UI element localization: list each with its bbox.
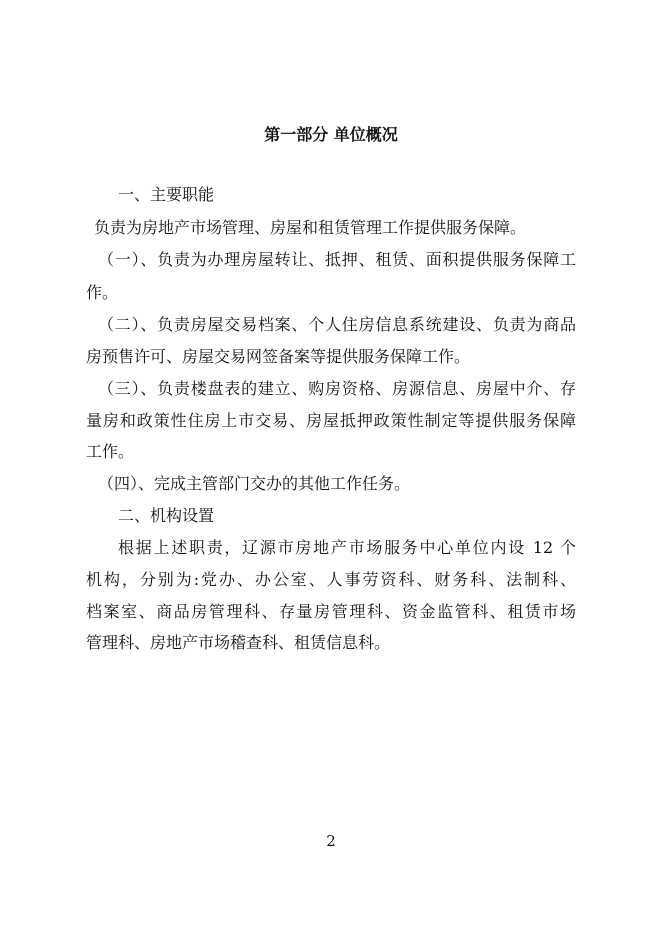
function-item-2-cont: 房预售许可、房屋交易网签备案等提供服务保障工作。 — [86, 347, 471, 366]
section-heading-main-functions: 一、主要职能 — [118, 185, 215, 204]
org-structure-line-2: 机构，分别为:党办、办公室、人事劳资科、财务科、法制科、 — [86, 570, 576, 589]
function-item-3-cont2: 工作。 — [86, 442, 135, 461]
page-title: 第一部分 单位概况 — [264, 125, 398, 144]
function-item-1-cont: 作。 — [86, 283, 119, 302]
org-structure-line-1: 根据上述职责，辽源市房地产市场服务中心单位内设 12 个 — [118, 538, 576, 557]
function-item-1: （一）、负责为办理房屋转让、抵押、租赁、面积提供服务保障工 — [98, 250, 576, 269]
page-number: 2 — [326, 832, 336, 850]
section-heading-org-structure: 二、机构设置 — [118, 506, 215, 525]
functions-intro: 负责为房地产市场管理、房屋和租赁管理工作提供服务保障。 — [94, 218, 527, 237]
function-item-3-cont: 量房和政策性住房上市交易、房屋抵押政策性制定等提供服务保障 — [86, 411, 576, 430]
org-structure-line-3: 档案室、商品房管理科、存量房管理科、资金监管科、租赁市场 — [86, 602, 576, 621]
function-item-2: （二）、负责房屋交易档案、个人住房信息系统建设、负责为商品 — [98, 315, 576, 334]
org-structure-line-4: 管理科、房地产市场稽查科、租赁信息科。 — [86, 633, 391, 652]
function-item-4: （四）、完成主管部门交办的其他工作任务。 — [98, 474, 411, 493]
function-item-3: （三）、负责楼盘表的建立、购房资格、房源信息、房屋中介、存 — [98, 379, 576, 398]
